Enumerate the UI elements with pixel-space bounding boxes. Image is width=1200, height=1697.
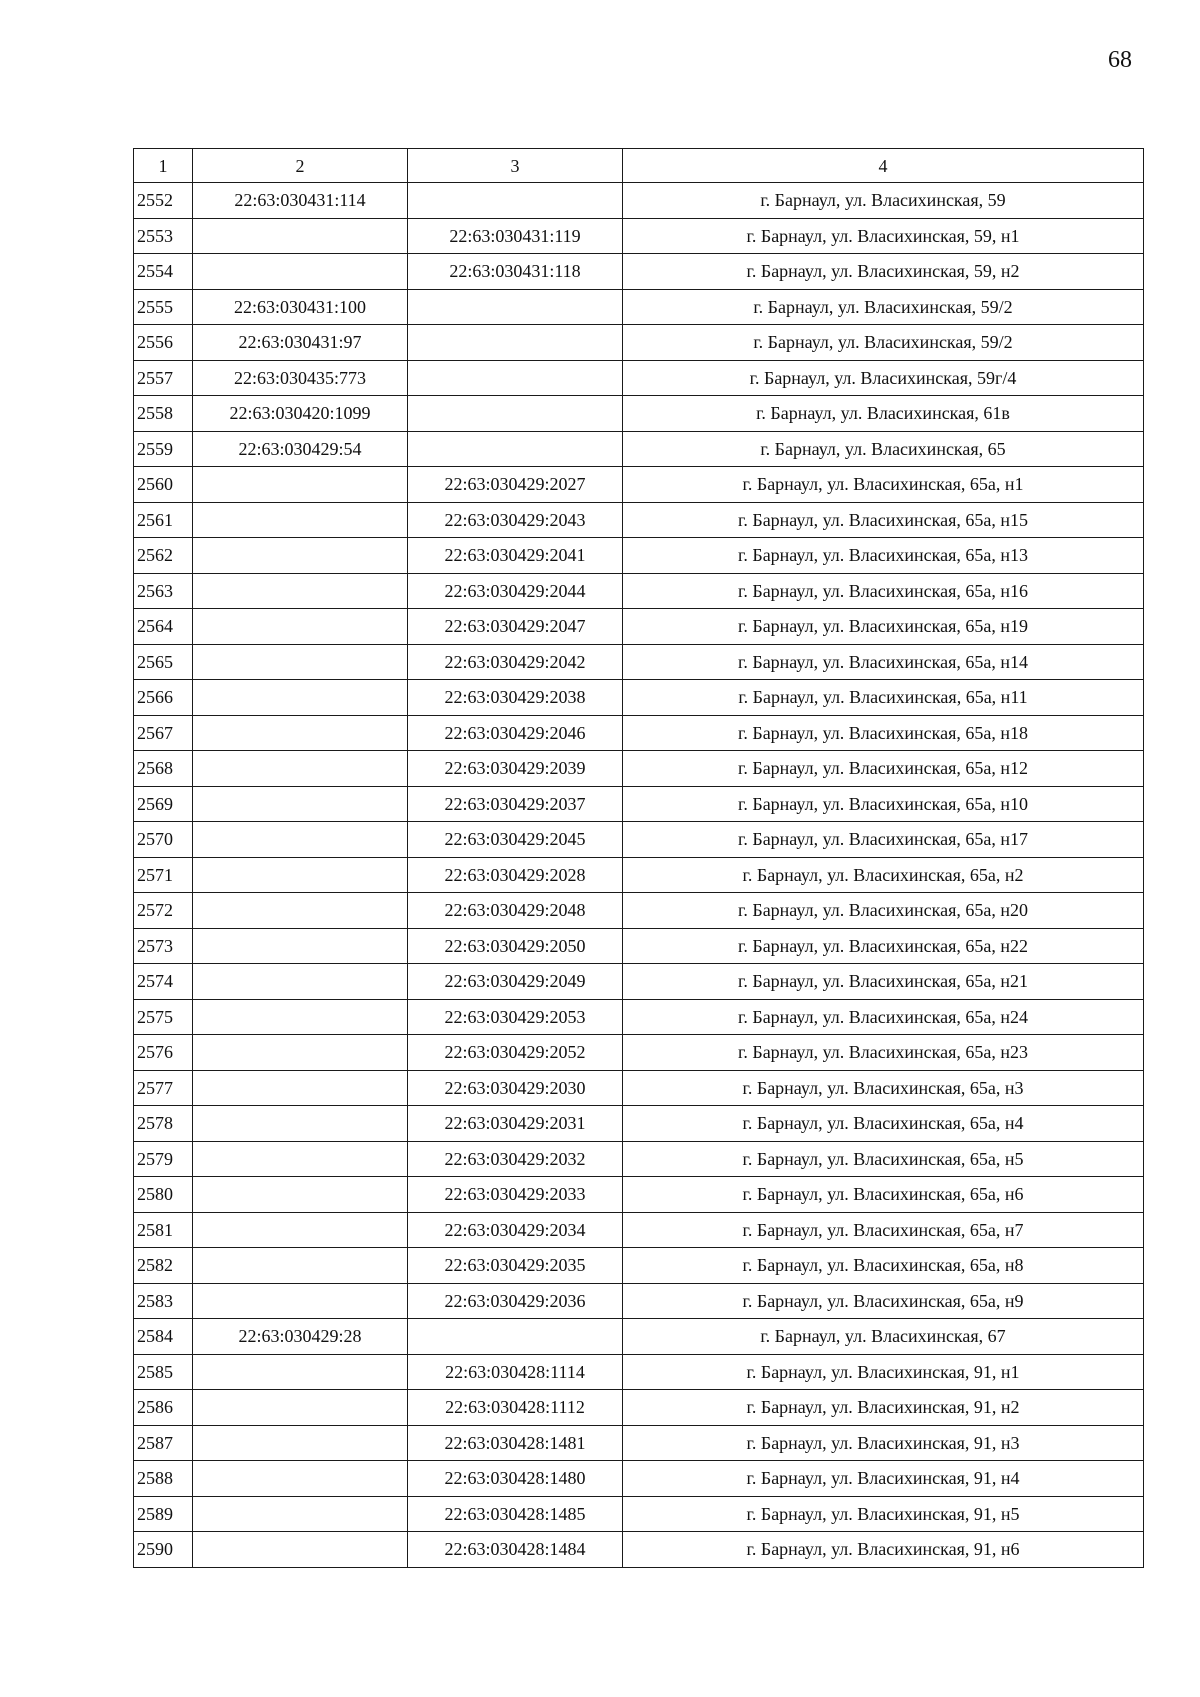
address-cell: г. Барнаул, ул. Власихинская, 67 [623,1319,1144,1355]
row-number-cell: 2578 [134,1106,193,1142]
row-number-cell: 2582 [134,1248,193,1284]
building-cadastral-number-cell: 22:63:030429:2031 [408,1106,623,1142]
table-row [134,1283,1144,1319]
row-number-cell: 2556 [134,325,193,361]
land-cadastral-number-cell [193,1425,408,1461]
building-cadastral-number-cell: 22:63:030429:2053 [408,999,623,1035]
row-number-cell: 2560 [134,467,193,503]
table-row [134,1035,1144,1071]
address-cell: г. Барнаул, ул. Власихинская, 59/2 [623,289,1144,325]
table-row [134,1319,1144,1355]
land-cadastral-number-cell [193,822,408,858]
address-cell: г. Барнаул, ул. Власихинская, 65 [623,431,1144,467]
row-number-cell: 2564 [134,609,193,645]
address-cell: г. Барнаул, ул. Власихинская, 91, н6 [623,1532,1144,1568]
header-cell-3: 3 [408,149,623,183]
row-number-cell: 2589 [134,1496,193,1532]
table-row [134,289,1144,325]
table-row [134,431,1144,467]
building-cadastral-number-cell: 22:63:030431:118 [408,254,623,290]
building-cadastral-number-cell: 22:63:030429:2050 [408,928,623,964]
table-row [134,786,1144,822]
table-row [134,218,1144,254]
land-cadastral-number-cell: 22:63:030431:100 [193,289,408,325]
building-cadastral-number-cell [408,1319,623,1355]
land-cadastral-number-cell [193,893,408,929]
land-cadastral-number-cell [193,1248,408,1284]
table-row [134,254,1144,290]
table-row [134,1354,1144,1390]
table-row [134,325,1144,361]
land-cadastral-number-cell [193,751,408,787]
building-cadastral-number-cell: 22:63:030429:2034 [408,1212,623,1248]
building-cadastral-number-cell [408,289,623,325]
building-cadastral-number-cell: 22:63:030429:2035 [408,1248,623,1284]
row-number-cell: 2568 [134,751,193,787]
row-number-cell: 2561 [134,502,193,538]
building-cadastral-number-cell: 22:63:030428:1114 [408,1354,623,1390]
table-row [134,928,1144,964]
building-cadastral-number-cell: 22:63:030429:2038 [408,680,623,716]
row-number-cell: 2558 [134,396,193,432]
address-cell: г. Барнаул, ул. Власихинская, 65а, н11 [623,680,1144,716]
land-cadastral-number-cell [193,857,408,893]
building-cadastral-number-cell [408,431,623,467]
row-number-cell: 2559 [134,431,193,467]
land-cadastral-number-cell: 22:63:030431:97 [193,325,408,361]
table-row [134,396,1144,432]
row-number-cell: 2587 [134,1425,193,1461]
address-cell: г. Барнаул, ул. Власихинская, 65а, н4 [623,1106,1144,1142]
row-number-cell: 2575 [134,999,193,1035]
row-number-cell: 2572 [134,893,193,929]
row-number-cell: 2577 [134,1070,193,1106]
address-cell: г. Барнаул, ул. Власихинская, 65а, н12 [623,751,1144,787]
row-number-cell: 2570 [134,822,193,858]
table-row [134,1532,1144,1568]
address-cell: г. Барнаул, ул. Власихинская, 59 [623,183,1144,219]
land-cadastral-number-cell [193,1496,408,1532]
address-cell: г. Барнаул, ул. Власихинская, 65а, н10 [623,786,1144,822]
building-cadastral-number-cell: 22:63:030429:2049 [408,964,623,1000]
table-row [134,538,1144,574]
row-number-cell: 2557 [134,360,193,396]
header-row [134,149,1144,183]
table-row [134,1141,1144,1177]
row-number-cell: 2569 [134,786,193,822]
address-cell: г. Барнаул, ул. Власихинская, 91, н3 [623,1425,1144,1461]
table-row [134,360,1144,396]
table-row [134,1248,1144,1284]
land-cadastral-number-cell [193,1283,408,1319]
address-cell: г. Барнаул, ул. Власихинская, 65а, н19 [623,609,1144,645]
building-cadastral-number-cell [408,396,623,432]
row-number-cell: 2584 [134,1319,193,1355]
address-cell: г. Барнаул, ул. Власихинская, 59г/4 [623,360,1144,396]
address-cell: г. Барнаул, ул. Власихинская, 65а, н6 [623,1177,1144,1213]
land-cadastral-number-cell [193,502,408,538]
table-row [134,822,1144,858]
land-cadastral-number-cell [193,254,408,290]
address-cell: г. Барнаул, ул. Власихинская, 65а, н16 [623,573,1144,609]
building-cadastral-number-cell: 22:63:030428:1112 [408,1390,623,1426]
row-number-cell: 2552 [134,183,193,219]
row-number-cell: 2562 [134,538,193,574]
building-cadastral-number-cell [408,183,623,219]
table-row [134,502,1144,538]
address-cell: г. Барнаул, ул. Власихинская, 65а, н21 [623,964,1144,1000]
land-cadastral-number-cell [193,1177,408,1213]
table-row [134,857,1144,893]
address-cell: г. Барнаул, ул. Власихинская, 65а, н14 [623,644,1144,680]
building-cadastral-number-cell: 22:63:030429:2032 [408,1141,623,1177]
address-cell: г. Барнаул, ул. Власихинская, 59, н2 [623,254,1144,290]
land-cadastral-number-cell [193,1070,408,1106]
building-cadastral-number-cell: 22:63:030431:119 [408,218,623,254]
land-cadastral-number-cell [193,1390,408,1426]
land-cadastral-number-cell [193,644,408,680]
row-number-cell: 2586 [134,1390,193,1426]
land-cadastral-number-cell [193,218,408,254]
building-cadastral-number-cell: 22:63:030429:2044 [408,573,623,609]
row-number-cell: 2583 [134,1283,193,1319]
address-cell: г. Барнаул, ул. Власихинская, 91, н5 [623,1496,1144,1532]
land-cadastral-number-cell [193,573,408,609]
row-number-cell: 2567 [134,715,193,751]
land-cadastral-number-cell [193,538,408,574]
table-row [134,1070,1144,1106]
row-number-cell: 2565 [134,644,193,680]
header-cell-1: 1 [134,149,193,183]
registry-table [133,148,1144,1568]
table-row [134,183,1144,219]
row-number-cell: 2555 [134,289,193,325]
building-cadastral-number-cell: 22:63:030429:2036 [408,1283,623,1319]
building-cadastral-number-cell: 22:63:030429:2046 [408,715,623,751]
building-cadastral-number-cell: 22:63:030428:1484 [408,1532,623,1568]
header-cell-4: 4 [623,149,1144,183]
building-cadastral-number-cell: 22:63:030429:2028 [408,857,623,893]
row-number-cell: 2581 [134,1212,193,1248]
land-cadastral-number-cell [193,1106,408,1142]
header-cell-2: 2 [193,149,408,183]
table-row [134,609,1144,645]
address-cell: г. Барнаул, ул. Власихинская, 91, н1 [623,1354,1144,1390]
table-row [134,964,1144,1000]
row-number-cell: 2588 [134,1461,193,1497]
table-row [134,1177,1144,1213]
row-number-cell: 2576 [134,1035,193,1071]
table-row [134,893,1144,929]
land-cadastral-number-cell: 22:63:030431:114 [193,183,408,219]
address-cell: г. Барнаул, ул. Власихинская, 65а, н13 [623,538,1144,574]
address-cell: г. Барнаул, ул. Власихинская, 65а, н9 [623,1283,1144,1319]
row-number-cell: 2554 [134,254,193,290]
table-row [134,1496,1144,1532]
land-cadastral-number-cell [193,1212,408,1248]
table-row [134,999,1144,1035]
address-cell: г. Барнаул, ул. Власихинская, 65а, н20 [623,893,1144,929]
land-cadastral-number-cell: 22:63:030420:1099 [193,396,408,432]
row-number-cell: 2590 [134,1532,193,1568]
row-number-cell: 2585 [134,1354,193,1390]
land-cadastral-number-cell [193,467,408,503]
building-cadastral-number-cell: 22:63:030428:1481 [408,1425,623,1461]
address-cell: г. Барнаул, ул. Власихинская, 65а, н2 [623,857,1144,893]
land-cadastral-number-cell: 22:63:030435:773 [193,360,408,396]
row-number-cell: 2566 [134,680,193,716]
page-number: 68 [1108,47,1132,73]
building-cadastral-number-cell: 22:63:030429:2033 [408,1177,623,1213]
row-number-cell: 2573 [134,928,193,964]
land-cadastral-number-cell [193,680,408,716]
table-body [134,183,1144,1568]
land-cadastral-number-cell [193,609,408,645]
building-cadastral-number-cell: 22:63:030429:2041 [408,538,623,574]
address-cell: г. Барнаул, ул. Власихинская, 65а, н7 [623,1212,1144,1248]
land-cadastral-number-cell [193,928,408,964]
building-cadastral-number-cell [408,360,623,396]
row-number-cell: 2563 [134,573,193,609]
building-cadastral-number-cell: 22:63:030429:2039 [408,751,623,787]
building-cadastral-number-cell: 22:63:030429:2030 [408,1070,623,1106]
table-row [134,680,1144,716]
building-cadastral-number-cell: 22:63:030429:2045 [408,822,623,858]
table-row [134,1212,1144,1248]
building-cadastral-number-cell [408,325,623,361]
table-row [134,751,1144,787]
land-cadastral-number-cell: 22:63:030429:54 [193,431,408,467]
building-cadastral-number-cell: 22:63:030429:2027 [408,467,623,503]
building-cadastral-number-cell: 22:63:030428:1485 [408,1496,623,1532]
row-number-cell: 2571 [134,857,193,893]
land-cadastral-number-cell [193,999,408,1035]
row-number-cell: 2579 [134,1141,193,1177]
table-row [134,1390,1144,1426]
land-cadastral-number-cell [193,1354,408,1390]
row-number-cell: 2574 [134,964,193,1000]
address-cell: г. Барнаул, ул. Власихинская, 65а, н5 [623,1141,1144,1177]
address-cell: г. Барнаул, ул. Власихинская, 59/2 [623,325,1144,361]
table-row [134,715,1144,751]
table-header [134,149,1144,183]
address-cell: г. Барнаул, ул. Власихинская, 65а, н8 [623,1248,1144,1284]
address-cell: г. Барнаул, ул. Власихинская, 91, н2 [623,1390,1144,1426]
address-cell: г. Барнаул, ул. Власихинская, 65а, н23 [623,1035,1144,1071]
row-number-cell: 2553 [134,218,193,254]
land-cadastral-number-cell [193,1461,408,1497]
table-row [134,467,1144,503]
table-row [134,1106,1144,1142]
land-cadastral-number-cell [193,1532,408,1568]
table-row [134,573,1144,609]
address-cell: г. Барнаул, ул. Власихинская, 65а, н3 [623,1070,1144,1106]
land-cadastral-number-cell [193,715,408,751]
building-cadastral-number-cell: 22:63:030429:2047 [408,609,623,645]
address-cell: г. Барнаул, ул. Власихинская, 91, н4 [623,1461,1144,1497]
address-cell: г. Барнаул, ул. Власихинская, 65а, н24 [623,999,1144,1035]
table-row [134,644,1144,680]
address-cell: г. Барнаул, ул. Власихинская, 65а, н15 [623,502,1144,538]
building-cadastral-number-cell: 22:63:030428:1480 [408,1461,623,1497]
land-cadastral-number-cell [193,786,408,822]
address-cell: г. Барнаул, ул. Власихинская, 65а, н17 [623,822,1144,858]
land-cadastral-number-cell: 22:63:030429:28 [193,1319,408,1355]
building-cadastral-number-cell: 22:63:030429:2042 [408,644,623,680]
table-row [134,1461,1144,1497]
building-cadastral-number-cell: 22:63:030429:2043 [408,502,623,538]
table-row [134,1425,1144,1461]
land-cadastral-number-cell [193,1141,408,1177]
row-number-cell: 2580 [134,1177,193,1213]
building-cadastral-number-cell: 22:63:030429:2052 [408,1035,623,1071]
building-cadastral-number-cell: 22:63:030429:2048 [408,893,623,929]
land-cadastral-number-cell [193,964,408,1000]
address-cell: г. Барнаул, ул. Власихинская, 61в [623,396,1144,432]
address-cell: г. Барнаул, ул. Власихинская, 65а, н1 [623,467,1144,503]
building-cadastral-number-cell: 22:63:030429:2037 [408,786,623,822]
address-cell: г. Барнаул, ул. Власихинская, 65а, н22 [623,928,1144,964]
address-cell: г. Барнаул, ул. Власихинская, 59, н1 [623,218,1144,254]
address-cell: г. Барнаул, ул. Власихинская, 65а, н18 [623,715,1144,751]
land-cadastral-number-cell [193,1035,408,1071]
